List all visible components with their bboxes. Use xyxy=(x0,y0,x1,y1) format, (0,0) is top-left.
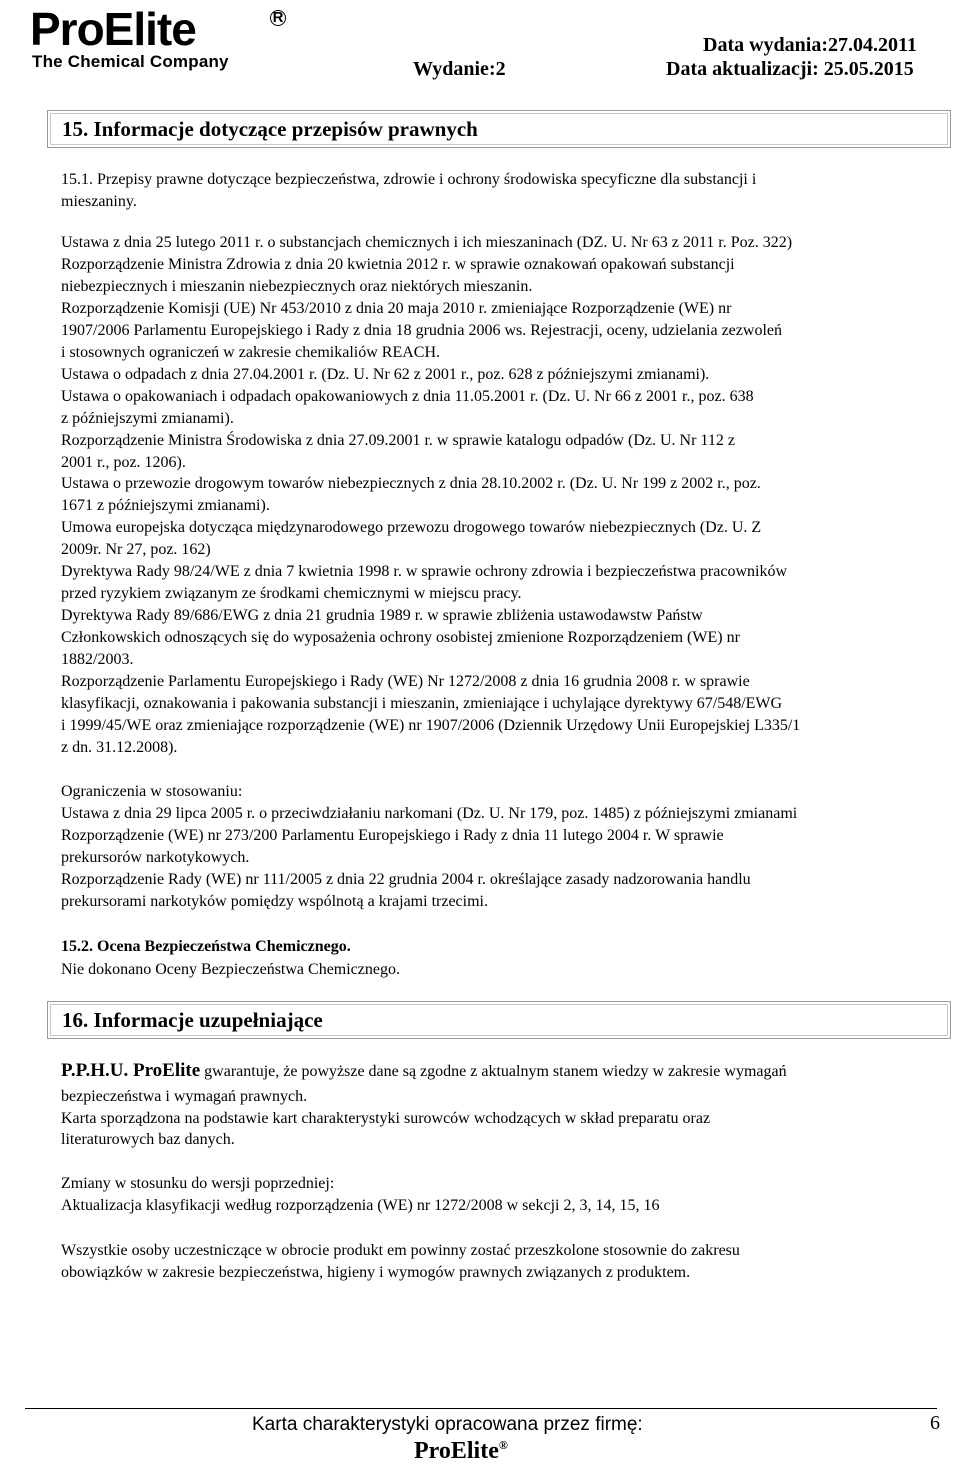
regulation-line: Ustawa o odpadach z dnia 27.04.2001 r. (Dz. U. Nr 62 z 2001 r., poz. 628 z późniejszymi zmianami). xyxy=(61,365,710,383)
guarantee-line: Karta sporządzona na podstawie kart charakterystyki surowców wchodzących w skład preparatu oraz xyxy=(61,1109,711,1127)
restriction-line: Ograniczenia w stosowaniu: xyxy=(61,783,243,800)
regulation-line: Członkowskich odnoszących się do wyposażenia ochrony osobistej zmienione Rozporządzeniem (WE) nr xyxy=(61,629,740,647)
company-logo xyxy=(30,3,292,78)
regulation-line: przed ryzykiem związanym ze środkami chemicznymi w miejscu pracy. xyxy=(61,585,522,603)
subsection-15-1-line: 15.1. Przepisy prawne dotyczące bezpieczeństwa, zdrowie i ochrony środowiska specyficzne dla substancji i xyxy=(61,171,757,188)
regulation-line: Dyrektywa Rady 98/24/WE z dnia 7 kwietnia 1998 r. w sprawie ochrony zdrowia i bezpieczeństwa pracowników xyxy=(61,563,787,581)
regulation-line: klasyfikacji, oznakowania i pakowania substancji i mieszanin, zmieniające i uchylające dyrektywy 67/548/EWG xyxy=(61,694,783,712)
guarantee-first-line xyxy=(61,1061,787,1081)
regulation-line: Ustawa o opakowaniach i odpadach opakowaniowych z dnia 11.05.2001 r. (Dz. U. Nr 66 z 2001 r., poz. 638 xyxy=(61,387,754,405)
guarantee-text: gwarantuje, że powyższe dane są zgodne z aktualnym stanem wiedzy w zakresie wymagań xyxy=(200,1063,787,1080)
logo-registered-mark: R xyxy=(270,10,286,26)
regulation-line: Rozporządzenie Ministra Środowiska z dnia 27.09.2001 r. w sprawie katalogu odpadów (Dz. U. Nr 112 z xyxy=(61,431,735,449)
regulation-line: i 1999/45/WE oraz zmieniające rozporządzenie (WE) nr 1907/2006 (Dziennik Urzędowy Unii Europejskiej L335/1 xyxy=(61,716,801,734)
restriction-line: prekursorami narkotyków pomiędzy wspólnotą a krajami trzecimi. xyxy=(61,893,488,910)
regulation-line: z dn. 31.12.2008). xyxy=(61,738,178,756)
subsection-15-1-line: mieszaniny. xyxy=(61,192,137,210)
footer-company-name: ProElite xyxy=(414,1438,499,1464)
regulation-line: 2001 r., poz. 1206). xyxy=(61,453,186,471)
logo-wordmark: ProElite xyxy=(30,3,196,55)
regulation-line: niebezpiecznych i mieszanin niebezpiecznych oraz niektórych mieszanin. xyxy=(61,277,533,295)
guarantee-line: bezpieczeństwa i wymagań prawnych. xyxy=(61,1088,308,1105)
footer-caption: Karta charakterystyki opracowana przez firmę: xyxy=(252,1414,643,1435)
regulation-line: z późniejszymi zmianami). xyxy=(61,409,234,427)
issue-date: Data wydania:27.04.2011 xyxy=(703,34,917,56)
restriction-line: prekursorów narkotykowych. xyxy=(61,849,250,866)
subsection-15-2-title: 15.2. Ocena Bezpieczeństwa Chemicznego. xyxy=(61,938,351,955)
regulation-line: Ustawa o przewozie drogowym towarów niebezpiecznych z dnia 28.10.2002 r. (Dz. U. Nr 199 z 2002 r., poz. xyxy=(61,475,761,493)
regulation-line: 1671 z późniejszymi zmianami). xyxy=(61,497,270,515)
regulation-line: 1882/2003. xyxy=(61,651,134,669)
regulation-line: Rozporządzenie Parlamentu Europejskiego i Rady (WE) Nr 1272/2008 z dnia 16 grudnia 2008 r. w sprawie xyxy=(61,673,750,690)
section-16-header xyxy=(47,1001,951,1039)
changes-line: Aktualizacja klasyfikacji według rozporządzenia (WE) nr 1272/2008 w sekcji 2, 3, 14, 15, 16 xyxy=(61,1197,660,1214)
footer-divider xyxy=(25,1408,937,1409)
regulation-line: Dyrektywa Rady 89/686/EWG z dnia 21 grudnia 1989 r. w sprawie zbliżenia ustawodawstw Państw xyxy=(61,607,703,625)
training-line: Wszystkie osoby uczestniczące w obrocie produkt em powinny zostać przeszkolone stosownie do zakresu xyxy=(61,1242,740,1259)
training-line: obowiązków w zakresie bezpieczeństwa, higieny i wymogów prawnych związanych z produktem. xyxy=(61,1264,691,1281)
restriction-line: Ustawa z dnia 29 lipca 2005 r. o przeciwdziałaniu narkomani (Dz. U. Nr 179, poz. 1485) z późniejszymi zmianami xyxy=(61,805,798,822)
regulation-line: 2009r. Nr 27, poz. 162) xyxy=(61,541,211,559)
logo-tagline: The Chemical Company xyxy=(32,52,229,71)
restriction-line: Rozporządzenie (WE) nr 273/200 Parlamentu Europejskiego i Rady z dnia 11 lutego 2004 r. W sprawie xyxy=(61,827,724,844)
company-name-bold: P.P.H.U. ProElite xyxy=(61,1060,201,1081)
regulation-line: Rozporządzenie Komisji (UE) Nr 453/2010 z dnia 20 maja 2010 r. zmieniające Rozporządzenie (WE) nr xyxy=(61,299,732,317)
update-date: Data aktualizacji: 25.05.2015 xyxy=(666,58,914,80)
edition-label: Wydanie:2 xyxy=(413,58,506,80)
footer-company xyxy=(414,1438,508,1465)
regulation-line: Ustawa z dnia 25 lutego 2011 r. o substancjach chemicznych i ich mieszaninach (DZ. U. Nr 63 z 2011 r. Poz. 322) xyxy=(61,234,793,251)
section-16-title: 16. Informacje uzupełniające xyxy=(62,1008,323,1032)
regulation-line: Rozporządzenie Ministra Zdrowia z dnia 20 kwietnia 2012 r. w sprawie oznakowań opakowań substancji xyxy=(61,255,735,273)
subsection-15-2-text: Nie dokonano Oceny Bezpieczeństwa Chemicznego. xyxy=(61,961,400,978)
section-15-title: 15. Informacje dotyczące przepisów prawnych xyxy=(62,117,478,141)
changes-line: Zmiany w stosunku do wersji poprzedniej: xyxy=(61,1175,335,1192)
section-15-header xyxy=(47,110,951,148)
guarantee-line: literaturowych baz danych. xyxy=(61,1131,235,1148)
page-number: 6 xyxy=(930,1412,940,1434)
restriction-line: Rozporządzenie Rady (WE) nr 111/2005 z dnia 22 grudnia 2004 r. określające zasady nadzorowania handlu xyxy=(61,871,751,888)
regulation-line: Umowa europejska dotycząca międzynarodowego przewozu drogowego towarów niebezpiecznych (Dz. U. Z xyxy=(61,519,762,537)
footer-registered-mark: ® xyxy=(498,1438,508,1452)
regulation-line: 1907/2006 Parlamentu Europejskiego i Rady z dnia 18 grudnia 2006 ws. Rejestracji, oceny, udzielania zezwoleń xyxy=(61,321,782,339)
regulation-line: i stosownych ograniczeń w zakresie chemikaliów REACH. xyxy=(61,343,441,361)
